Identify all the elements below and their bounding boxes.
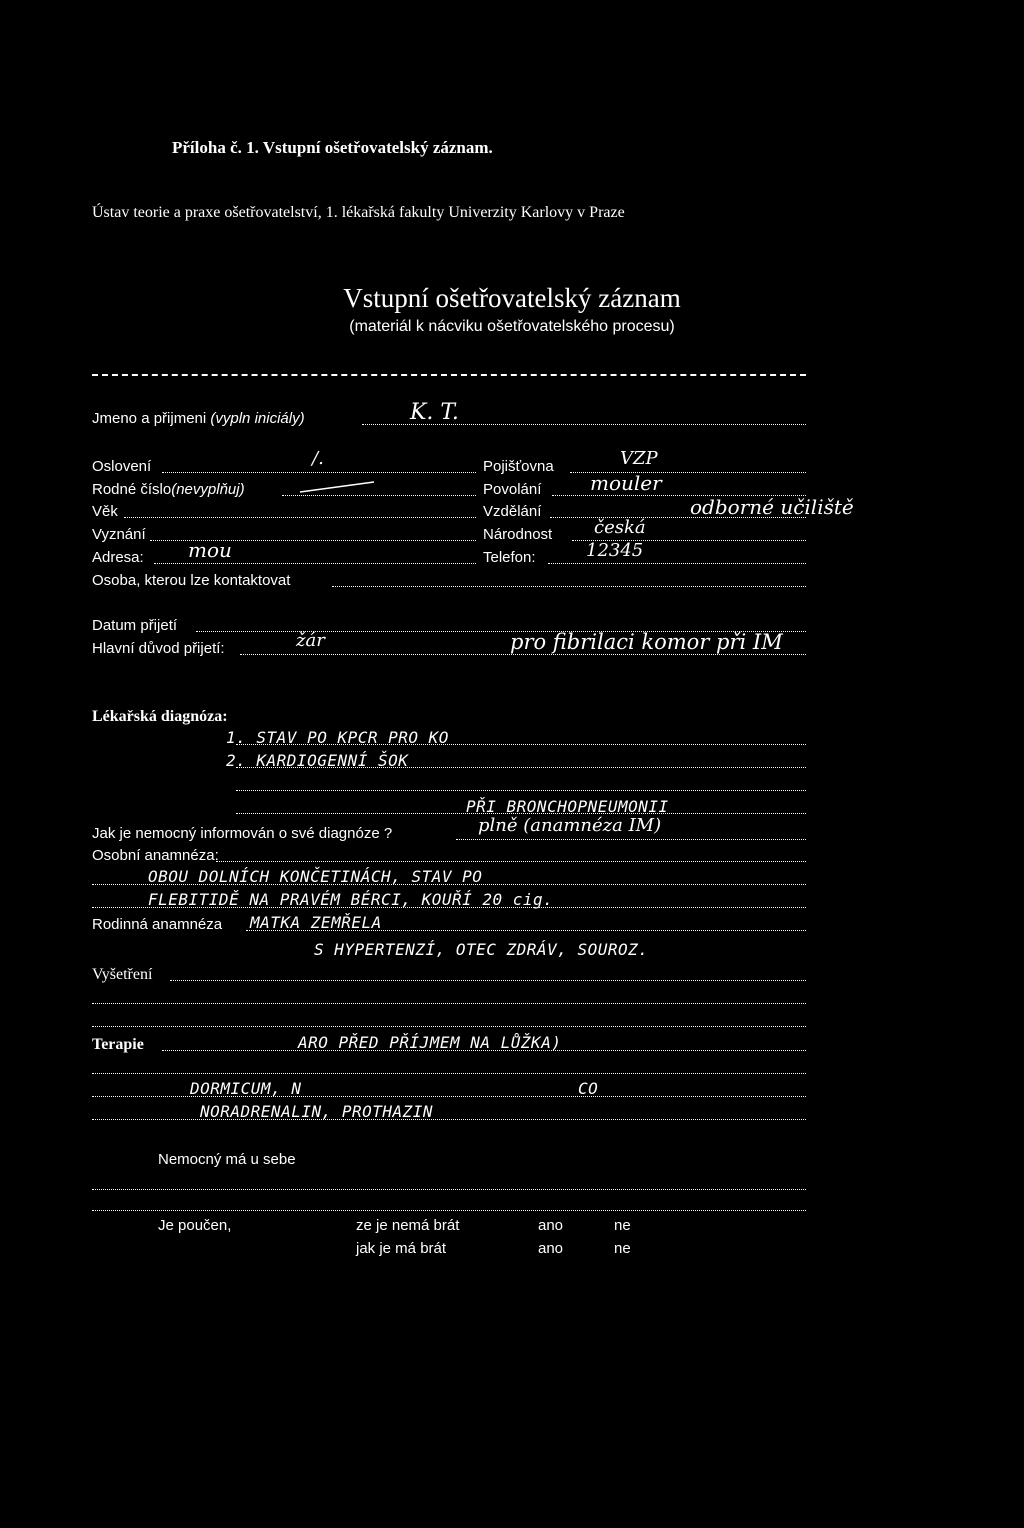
- osloveni-field-line: [162, 472, 476, 473]
- therapy-text-3: NORADRENALIN, PROTHAZIN: [200, 1102, 434, 1121]
- belongings-line-1: [92, 1189, 806, 1190]
- adresa-value: mou: [188, 538, 232, 562]
- name-label: Jmeno a přijmeni: [92, 410, 207, 427]
- adresa-field-line: [154, 563, 476, 564]
- exam-line-1: [170, 980, 806, 981]
- separator-line: [92, 374, 806, 376]
- narodnost-value: česká: [594, 517, 646, 538]
- exam-line-3: [92, 1026, 806, 1027]
- institute-line: Ústav teorie a praxe ošetřovatelství, 1. lékařská fakulty Univerzity Karlovy v Praze: [92, 204, 625, 221]
- telefon-label: Telefon:: [483, 549, 536, 566]
- personal-anamnesis-label: Osobní anamnéza:: [92, 847, 219, 864]
- duvod-value-a: žár: [296, 630, 325, 651]
- therapy-line-2: [92, 1073, 806, 1074]
- duvod-label: Hlavní důvod přijetí:: [92, 640, 225, 657]
- diagnosis-text-2: 2. KARDIOGENNÍ ŠOK: [226, 751, 409, 770]
- appendix-heading: Příloha č. 1. Vstupní ošetřovatelský záznam.: [172, 138, 493, 157]
- personal-anamnesis-line-0: [216, 861, 806, 862]
- duvod-field-line: [240, 654, 806, 655]
- duvod-value-b: pro fibrilaci komor při IM: [510, 630, 783, 654]
- telefon-field-line: [548, 563, 806, 564]
- informed-label: Jak je nemocný informován o své diagnóze ?: [92, 825, 393, 842]
- pojistovna-value: VZP: [620, 448, 658, 469]
- adresa-label: Adresa:: [92, 549, 144, 566]
- diagnosis-label: Lékařská diagnóza:: [92, 708, 228, 725]
- belongings-line-2: [92, 1210, 806, 1211]
- instructed-row-1-yes: ano: [538, 1217, 564, 1234]
- instructed-row-2-no: ne: [614, 1240, 631, 1257]
- vzdelani-value: odborné učiliště: [690, 495, 854, 519]
- exam-line-2: [92, 1003, 806, 1004]
- povolani-value: mouler: [590, 471, 662, 495]
- diagnosis-text-1: 1. STAV PO KPCR PRO KO: [226, 728, 449, 747]
- povolani-label: Povolání: [483, 481, 542, 498]
- name-row: [92, 410, 305, 427]
- vyznani-label: Vyznání: [92, 526, 146, 543]
- datum-label: Datum přijetí: [92, 617, 178, 634]
- therapy-label: Terapie: [92, 1036, 144, 1053]
- telefon-value: 12345: [586, 540, 644, 561]
- form-subtitle: (materiál k nácviku ošetřovatelského procesu): [349, 318, 675, 335]
- vek-label: Věk: [92, 503, 118, 520]
- belongings-label: Nemocný má u sebe: [158, 1151, 296, 1168]
- therapy-text-2b: CO: [578, 1079, 599, 1098]
- personal-anamnesis-text-2: FLEBITIDĚ NA PRAVÉM BÉRCI, KOUŘÍ 20 cig.: [148, 890, 554, 909]
- therapy-text-2a: DORMICUM, N: [190, 1079, 302, 1098]
- rodne-row: [92, 481, 245, 498]
- vzdelani-label: Vzdělání: [483, 503, 542, 520]
- instructed-row-1-no: ne: [614, 1217, 631, 1234]
- osloveni-label: Oslovení: [92, 458, 152, 475]
- instructed-row-2: jak je má brát: [356, 1240, 447, 1257]
- rodne-hint: (nevyplňuj): [171, 481, 245, 498]
- osoba-field-line: [332, 586, 806, 587]
- informed-value: plně (anamnéza IM): [478, 815, 662, 836]
- osloveni-value: /.: [312, 448, 324, 469]
- therapy-text-1: ARO PŘED PŘÍJMEM NA LŮŽKA): [298, 1033, 562, 1052]
- informed-field-line: [456, 839, 806, 840]
- instructed-row-2-yes: ano: [538, 1240, 564, 1257]
- form-title: Vstupní ošetřovatelský záznam: [343, 283, 681, 313]
- name-value: K. T.: [410, 400, 459, 425]
- narodnost-label: Národnost: [483, 526, 553, 543]
- rodne-label: Rodné číslo: [92, 481, 172, 498]
- osoba-label: Osoba, kterou lze kontaktovat: [92, 572, 291, 589]
- vek-field-line: [124, 517, 476, 518]
- personal-anamnesis-text-1: OBOU DOLNÍCH KONČETINÁCH, STAV PO: [148, 867, 483, 886]
- instructed-label: Je poučen,: [158, 1217, 232, 1234]
- diagnosis-line-3: [236, 790, 806, 791]
- strike-mark: [298, 480, 378, 494]
- diagnosis-text-3: PŘI BRONCHOPNEUMONII: [466, 797, 669, 816]
- instructed-row-1: ze je nemá brát: [356, 1217, 460, 1234]
- rodne-field-line: [282, 495, 476, 496]
- family-anamnesis-label: Rodinná anamnéza: [92, 916, 223, 933]
- family-anamnesis-text-1: MATKA ZEMŘELA: [250, 913, 382, 932]
- name-hint: (vypln iniciály): [210, 410, 305, 427]
- family-anamnesis-text-2: S HYPERTENZÍ, OTEC ZDRÁV, SOUROZ.: [314, 940, 649, 959]
- pojistovna-label: Pojišťovna: [483, 458, 554, 475]
- exam-label: Vyšetření: [92, 966, 153, 983]
